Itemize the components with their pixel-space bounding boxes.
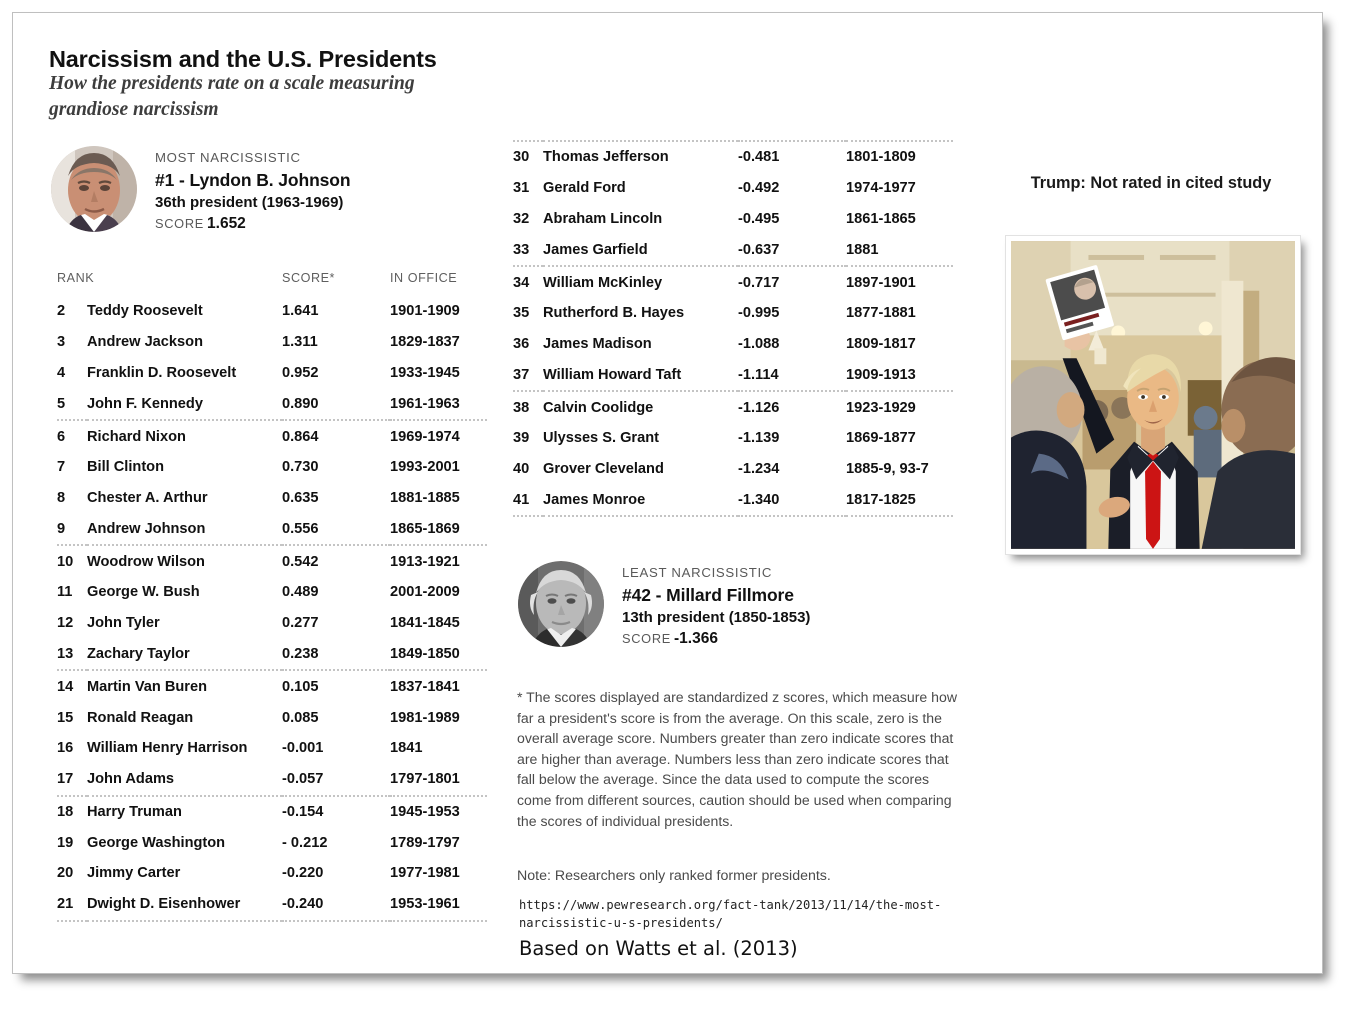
cell-president-name: Andrew Jackson bbox=[87, 334, 203, 351]
table-row[interactable] bbox=[513, 266, 953, 298]
cell-rank: 13 bbox=[57, 639, 87, 671]
cell-in-office: 1789-1797 bbox=[390, 834, 460, 851]
cell-in-office: 1885-9, 93-7 bbox=[846, 461, 929, 478]
cell-president-name: Abraham Lincoln bbox=[543, 210, 663, 227]
ranking-table-left bbox=[57, 271, 487, 922]
cell-score: 0.635 bbox=[282, 490, 319, 507]
cell-in-office: 1837-1841 bbox=[390, 678, 460, 695]
column-header-score: SCORE* bbox=[282, 271, 335, 285]
table-row[interactable] bbox=[513, 141, 953, 173]
table-row[interactable] bbox=[57, 420, 487, 452]
cell-president-name: James Monroe bbox=[543, 485, 738, 517]
table-row[interactable] bbox=[57, 513, 487, 545]
cell-president-name: George W. Bush bbox=[87, 584, 200, 601]
cell-president-name: Dwight D. Eisenhower bbox=[87, 889, 282, 921]
least-narcissistic-text bbox=[622, 561, 810, 648]
cell-in-office: 1797-1801 bbox=[390, 764, 487, 796]
cell-score: 0.730 bbox=[282, 459, 319, 476]
trump-photo bbox=[1011, 241, 1295, 549]
cell-in-office: 1865-1869 bbox=[390, 513, 487, 545]
cell-rank: 11 bbox=[57, 584, 73, 601]
cell-rank: 30 bbox=[513, 141, 543, 173]
column-header-rank: RANK bbox=[57, 271, 95, 285]
cell-rank: 15 bbox=[57, 709, 74, 726]
cell-score: -1.088 bbox=[738, 336, 780, 353]
table-row[interactable] bbox=[57, 702, 487, 733]
cell-score: -1.340 bbox=[738, 485, 846, 517]
cell-president-name: Woodrow Wilson bbox=[87, 553, 205, 570]
least-narcissistic-score bbox=[622, 630, 810, 648]
cell-in-office: 1981-1989 bbox=[390, 709, 460, 726]
cell-score: 0.952 bbox=[282, 364, 319, 381]
cell-score: 0.556 bbox=[282, 513, 390, 545]
cell-score: -1.234 bbox=[738, 461, 780, 478]
cell-rank: 10 bbox=[57, 553, 74, 570]
cell-president-name: Rutherford B. Hayes bbox=[543, 305, 685, 322]
source-url[interactable]: https://www.pewresearch.org/fact-tank/2013/11/14/the-most-narcissistic-u-s-presidents/ bbox=[519, 898, 942, 930]
most-narcissistic-card bbox=[51, 146, 351, 233]
cell-in-office: 1801-1809 bbox=[846, 141, 953, 173]
cell-score: -0.637 bbox=[738, 234, 846, 266]
cell-rank: 31 bbox=[513, 180, 530, 197]
table-row[interactable] bbox=[513, 329, 953, 360]
cell-president-name: Calvin Coolidge bbox=[543, 399, 654, 416]
ranking-table-right bbox=[513, 140, 953, 517]
cell-in-office: 1993-2001 bbox=[390, 459, 460, 476]
cell-in-office: 1861-1865 bbox=[846, 210, 916, 227]
cell-rank: 21 bbox=[57, 889, 87, 921]
cell-score: 1.641 bbox=[282, 303, 319, 320]
cell-in-office: 1974-1977 bbox=[846, 180, 916, 197]
cell-in-office: 1841-1845 bbox=[390, 615, 460, 632]
cell-score: 0.542 bbox=[282, 553, 319, 570]
cell-score: -0.481 bbox=[738, 141, 846, 173]
cell-in-office: 1953-1961 bbox=[390, 889, 487, 921]
table-row[interactable] bbox=[57, 296, 487, 327]
cell-president-name: George Washington bbox=[87, 834, 226, 851]
cell-score: 0.238 bbox=[282, 639, 390, 671]
cell-rank: 8 bbox=[57, 490, 66, 507]
page-subtitle: How the presidents rate on a scale measuring grandiose narcissism bbox=[49, 73, 415, 120]
cell-score: - 0.212 bbox=[282, 834, 328, 851]
cell-president-name: John Adams bbox=[87, 764, 282, 796]
table-row[interactable] bbox=[57, 796, 487, 828]
most-narcissistic-score bbox=[155, 215, 351, 233]
table-row[interactable] bbox=[57, 670, 487, 702]
most-narcissistic-name: #1 - Lyndon B. Johnson bbox=[155, 170, 351, 190]
most-narcissistic-kicker: MOST NARCISSISTIC bbox=[155, 150, 301, 165]
trump-photo-frame bbox=[1005, 235, 1301, 555]
cell-score: 0.085 bbox=[282, 709, 319, 726]
table-row[interactable] bbox=[513, 298, 953, 329]
least-narcissistic-card bbox=[518, 561, 810, 648]
table-header-row-left bbox=[57, 271, 487, 296]
most-narcissistic-term: 36th president (1963-1969) bbox=[155, 194, 344, 211]
cell-president-name: Ronald Reagan bbox=[87, 709, 194, 726]
table-row[interactable] bbox=[57, 483, 487, 514]
slide-frame bbox=[12, 12, 1323, 974]
cell-in-office: 1913-1921 bbox=[390, 553, 460, 570]
cell-score: -1.126 bbox=[738, 399, 780, 416]
cell-rank: 18 bbox=[57, 803, 74, 820]
cell-rank: 12 bbox=[57, 615, 74, 632]
table-row[interactable] bbox=[513, 423, 953, 454]
cell-in-office: 1901-1909 bbox=[390, 303, 460, 320]
cell-in-office: 1809-1817 bbox=[846, 336, 916, 353]
table-row[interactable] bbox=[57, 452, 487, 483]
table-row[interactable] bbox=[57, 327, 487, 358]
trump-caption: Trump: Not rated in cited study bbox=[1030, 174, 1272, 192]
cell-rank: 5 bbox=[57, 388, 87, 420]
cell-score: 0.890 bbox=[282, 388, 390, 420]
cell-president-name: Bill Clinton bbox=[87, 459, 165, 476]
cell-rank: 32 bbox=[513, 210, 530, 227]
cell-president-name: William Howard Taft bbox=[543, 359, 738, 391]
cell-score: -0.240 bbox=[282, 889, 390, 921]
table-row[interactable] bbox=[57, 827, 487, 858]
table-row[interactable] bbox=[57, 388, 487, 420]
cell-president-name: Andrew Johnson bbox=[87, 513, 282, 545]
cell-president-name: Teddy Roosevelt bbox=[87, 303, 203, 320]
cell-rank: 39 bbox=[513, 430, 530, 447]
cell-score: 1.311 bbox=[282, 334, 318, 351]
cell-score: -0.001 bbox=[282, 740, 324, 757]
table-row[interactable] bbox=[57, 358, 487, 389]
cell-in-office: 1969-1974 bbox=[390, 428, 460, 445]
table-row[interactable] bbox=[57, 608, 487, 639]
cell-score: 0.864 bbox=[282, 428, 319, 445]
cell-score: -0.717 bbox=[738, 274, 780, 291]
cell-president-name: Grover Cleveland bbox=[543, 461, 664, 478]
cell-rank: 6 bbox=[57, 428, 66, 445]
table-row[interactable] bbox=[513, 204, 953, 235]
cell-rank: 37 bbox=[513, 359, 543, 391]
cell-rank: 3 bbox=[57, 334, 66, 351]
most-narcissistic-score-value: 1.652 bbox=[207, 215, 246, 232]
cell-president-name: William Henry Harrison bbox=[87, 740, 248, 757]
cell-rank: 34 bbox=[513, 274, 530, 291]
table-row[interactable] bbox=[57, 889, 487, 921]
table-row[interactable] bbox=[57, 764, 487, 796]
cell-rank: 35 bbox=[513, 305, 530, 322]
cell-rank: 14 bbox=[57, 678, 74, 695]
page-title: Narcissism and the U.S. Presidents bbox=[49, 45, 437, 72]
table-row[interactable] bbox=[57, 639, 487, 671]
cell-rank: 9 bbox=[57, 513, 87, 545]
cell-in-office: 1933-1945 bbox=[390, 364, 460, 381]
cell-rank: 41 bbox=[513, 485, 543, 517]
cell-score: -0.057 bbox=[282, 764, 390, 796]
cell-rank: 7 bbox=[57, 459, 66, 476]
cell-president-name: Ulysses S. Grant bbox=[543, 430, 659, 447]
table-row[interactable] bbox=[513, 234, 953, 266]
cell-president-name: Richard Nixon bbox=[87, 428, 186, 445]
cell-score: 0.105 bbox=[282, 678, 319, 695]
table-row[interactable] bbox=[513, 485, 953, 517]
least-narcissistic-term: 13th president (1850-1853) bbox=[622, 609, 811, 626]
cell-rank: 2 bbox=[57, 303, 66, 320]
cell-president-name: Thomas Jefferson bbox=[543, 141, 738, 173]
cell-president-name: Franklin D. Roosevelt bbox=[87, 364, 237, 381]
researchers-note: Note: Researchers only ranked former presidents. bbox=[517, 868, 831, 884]
cell-rank: 4 bbox=[57, 364, 66, 381]
cell-score: -0.995 bbox=[738, 305, 780, 322]
cell-president-name: Gerald Ford bbox=[543, 180, 626, 197]
cell-in-office: 1869-1877 bbox=[846, 430, 916, 447]
cell-score: -0.495 bbox=[738, 210, 780, 227]
table-row[interactable] bbox=[513, 391, 953, 423]
cell-score: -1.114 bbox=[738, 359, 846, 391]
cell-score: 0.277 bbox=[282, 615, 319, 632]
cell-in-office: 1945-1953 bbox=[390, 803, 460, 820]
cell-in-office: 1817-1825 bbox=[846, 485, 953, 517]
lyndon-b-johnson-portrait bbox=[51, 146, 137, 232]
cell-in-office: 1877-1881 bbox=[846, 305, 916, 322]
millard-fillmore-portrait bbox=[518, 561, 604, 647]
cell-rank: 16 bbox=[57, 740, 74, 757]
cell-rank: 19 bbox=[57, 834, 74, 851]
cell-rank: 17 bbox=[57, 764, 87, 796]
cell-in-office: 1841 bbox=[390, 740, 423, 757]
cell-rank: 33 bbox=[513, 234, 543, 266]
most-narcissistic-text bbox=[155, 146, 351, 233]
cell-score: 0.489 bbox=[282, 584, 319, 601]
cell-rank: 40 bbox=[513, 461, 530, 478]
cell-rank: 36 bbox=[513, 336, 530, 353]
table-row[interactable] bbox=[513, 454, 953, 485]
cell-president-name: Martin Van Buren bbox=[87, 678, 208, 695]
cell-president-name: James Madison bbox=[543, 336, 652, 353]
cell-in-office: 1849-1850 bbox=[390, 639, 487, 671]
cell-president-name: Chester A. Arthur bbox=[87, 490, 208, 507]
table-row[interactable] bbox=[57, 545, 487, 577]
cell-president-name: William McKinley bbox=[543, 274, 663, 291]
least-narcissistic-score-value: -1.366 bbox=[674, 630, 718, 647]
cell-in-office: 1977-1981 bbox=[390, 865, 460, 882]
ranking-table-right-body bbox=[513, 141, 953, 516]
cell-score: -0.220 bbox=[282, 865, 324, 882]
cell-in-office: 1923-1929 bbox=[846, 399, 916, 416]
cell-in-office: 1881-1885 bbox=[390, 490, 460, 507]
table-row[interactable] bbox=[513, 359, 953, 391]
cell-in-office: 1909-1913 bbox=[846, 359, 953, 391]
cell-president-name: Zachary Taylor bbox=[87, 639, 282, 671]
cell-score: -0.154 bbox=[282, 803, 324, 820]
based-on-citation: Based on Watts et al. (2013) bbox=[519, 937, 798, 960]
cell-rank: 38 bbox=[513, 399, 530, 416]
table-row[interactable] bbox=[513, 173, 953, 204]
cell-in-office: 2001-2009 bbox=[390, 584, 460, 601]
table-row[interactable] bbox=[57, 733, 487, 764]
table-row[interactable] bbox=[57, 577, 487, 608]
most-narcissistic-score-label: SCORE bbox=[155, 216, 205, 231]
cell-president-name: Jimmy Carter bbox=[87, 865, 181, 882]
cell-president-name: James Garfield bbox=[543, 234, 738, 266]
cell-score: -0.492 bbox=[738, 180, 780, 197]
cell-president-name: John Tyler bbox=[87, 615, 160, 632]
cell-in-office: 1897-1901 bbox=[846, 274, 916, 291]
cell-in-office: 1881 bbox=[846, 234, 953, 266]
cell-president-name: Harry Truman bbox=[87, 803, 182, 820]
least-narcissistic-name: #42 - Millard Fillmore bbox=[622, 585, 794, 605]
column-header-in-office: IN OFFICE bbox=[390, 271, 458, 285]
least-narcissistic-score-label: SCORE bbox=[622, 631, 672, 646]
cell-score: -1.139 bbox=[738, 430, 780, 447]
cell-in-office: 1829-1837 bbox=[390, 334, 460, 351]
score-footnote: * The scores displayed are standardized z scores, which measure how far a president's score is from the average. On this scale, zero is the overall average score. Numbers greater than zero indicate scores that are higher than average. Numbers less than zero indicate scores that fall below the average. Since the data used to compute the scores come from different sources, caution should be used when comparing the scores of individual presidents. bbox=[517, 689, 957, 829]
cell-rank: 20 bbox=[57, 865, 74, 882]
table-row[interactable] bbox=[57, 858, 487, 889]
least-narcissistic-kicker: LEAST NARCISSISTIC bbox=[622, 565, 773, 580]
ranking-table-left-body bbox=[57, 296, 487, 921]
cell-president-name: John F. Kennedy bbox=[87, 388, 282, 420]
cell-in-office: 1961-1963 bbox=[390, 388, 487, 420]
